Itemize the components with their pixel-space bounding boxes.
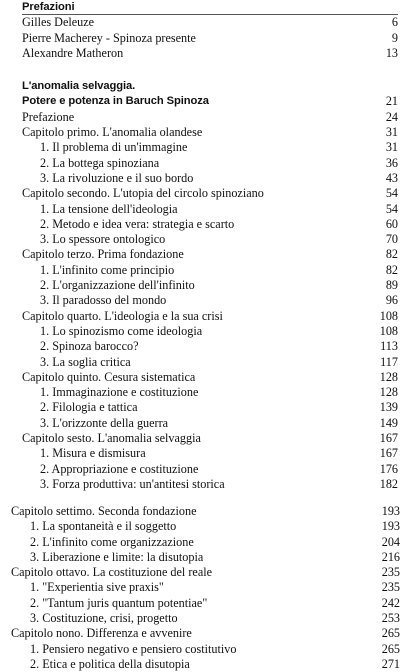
entry-title: 1. Immaginazione e costituzione xyxy=(40,385,199,400)
page-number: 82 xyxy=(385,262,398,277)
toc-entry xyxy=(0,110,398,125)
entry-title: 1. "Experientia sive praxis" xyxy=(30,580,164,595)
page-number: 54 xyxy=(385,201,398,216)
page-number: 108 xyxy=(379,323,398,338)
page-number: 176 xyxy=(379,461,398,476)
section-gap xyxy=(0,61,398,79)
toc-entry xyxy=(0,355,398,370)
toc-entry xyxy=(0,202,398,217)
toc-entry xyxy=(0,431,398,446)
page-number: 242 xyxy=(381,595,400,610)
toc-entry xyxy=(0,140,398,155)
toc-entry xyxy=(0,186,398,201)
page-number: 265 xyxy=(381,626,400,641)
toc-entry xyxy=(0,156,398,171)
page-number: 193 xyxy=(381,504,400,518)
entry-title: 2. La bottega spinoziana xyxy=(40,155,160,170)
entry-title: 1. L'infinito come principio xyxy=(40,262,175,277)
page-number: 167 xyxy=(379,431,398,446)
entry-title: Capitolo quarto. L'ideologia e la sua crisi xyxy=(22,308,223,323)
toc-entry xyxy=(0,293,398,308)
page-number: 235 xyxy=(381,565,400,580)
page-number: 6 xyxy=(391,15,398,30)
page-number: 54 xyxy=(385,186,398,201)
page-number: 193 xyxy=(381,519,400,534)
entry-title: 3. Lo spessore ontologico xyxy=(40,232,166,247)
entry-title: 3. La rivoluzione e il suo bordo xyxy=(40,170,194,185)
entry-title: 3. Il paradosso del mondo xyxy=(40,293,167,308)
page-number: 117 xyxy=(380,354,398,369)
page-number: 271 xyxy=(381,656,400,671)
entry-title: 3. Costituzione, crisi, progetto xyxy=(30,611,178,626)
entry-title: Capitolo quinto. Cesura sistematica xyxy=(22,369,196,384)
entry-title: 3. Liberazione e limite: la disutopia xyxy=(30,549,204,564)
entry-title: 1. La tensione dell'ideologia xyxy=(40,201,178,216)
entry-title: 2. L'organizzazione dell'infinito xyxy=(40,278,195,293)
toc-entry xyxy=(0,31,398,46)
toc-heading xyxy=(0,79,398,94)
page-number: 204 xyxy=(381,534,400,549)
heading-text: L'anomalia selvaggia. xyxy=(22,80,136,93)
toc-entry xyxy=(0,125,398,140)
page-number: 265 xyxy=(381,641,400,656)
entry-title: 2. Filologia e tattica xyxy=(40,400,138,415)
entry-title: 3. La soglia critica xyxy=(40,354,131,369)
heading-text: Prefazioni xyxy=(22,1,75,13)
page-number: 13 xyxy=(385,45,398,60)
entry-title: 2. Spinoza barocco? xyxy=(40,339,139,354)
entry-title: 3. L'orizzonte della guerra xyxy=(40,415,169,430)
toc-entry xyxy=(0,46,398,61)
entry-title: 1. Pensiero negativo e pensiero costitutivo xyxy=(30,641,237,656)
entry-title: 1. La spontaneità e il soggetto xyxy=(30,519,177,534)
entry-title: 2. Metodo e idea vera: strategia e scarto xyxy=(40,216,235,231)
entry-title: 2. Etica e politica della disutopia xyxy=(30,656,190,671)
toc-entry xyxy=(0,580,400,595)
toc-entry xyxy=(0,416,398,431)
toc-entry xyxy=(0,446,398,461)
page-number: 128 xyxy=(379,369,398,384)
page-number: 216 xyxy=(381,549,400,564)
toc-entry xyxy=(0,550,400,565)
toc-entry xyxy=(0,278,398,293)
page-number: 9 xyxy=(391,30,398,45)
toc-entry xyxy=(0,232,398,247)
toc-entry xyxy=(0,462,398,477)
page-number: 167 xyxy=(379,446,398,461)
toc-heading xyxy=(0,0,398,15)
page-number: 82 xyxy=(385,247,398,262)
toc-heading xyxy=(0,94,398,109)
entry-title: 2. "Tantum juris quantum potentiae" xyxy=(30,595,208,610)
toc-entry xyxy=(0,217,398,232)
heading-rule xyxy=(22,14,398,15)
page-number: 70 xyxy=(385,232,398,247)
entry-title: Capitolo sesto. L'anomalia selvaggia xyxy=(22,431,201,446)
page-number: 108 xyxy=(379,308,398,323)
toc-entry xyxy=(0,400,398,415)
toc-entry xyxy=(0,324,398,339)
page-number: 235 xyxy=(381,580,400,595)
toc-entry xyxy=(0,385,398,400)
page-number: 43 xyxy=(385,170,398,185)
toc-entry xyxy=(0,477,398,492)
toc-entry xyxy=(0,565,400,580)
page-number: 21 xyxy=(385,94,398,109)
toc-entry xyxy=(0,611,400,626)
page-number: 24 xyxy=(385,109,398,124)
page-number: 182 xyxy=(379,476,398,491)
page-number: 149 xyxy=(379,415,398,430)
toc-entry xyxy=(0,535,400,550)
page-number: 253 xyxy=(381,611,400,626)
page-number: 139 xyxy=(379,400,398,415)
page-number: 60 xyxy=(385,216,398,231)
toc-block-lower xyxy=(0,504,400,672)
page-number: 36 xyxy=(385,155,398,170)
toc-entry xyxy=(0,519,400,534)
toc-entry xyxy=(0,504,400,519)
entry-title: Capitolo terzo. Prima fondazione xyxy=(22,247,184,262)
toc-entry xyxy=(0,642,400,657)
entry-title: Alexandre Matheron xyxy=(22,45,124,60)
page-number: 31 xyxy=(385,125,398,140)
entry-title: Capitolo ottavo. La costituzione del reale xyxy=(11,565,213,580)
toc-entry xyxy=(0,171,398,186)
entry-title: Capitolo nono. Differenza e avvenire xyxy=(11,626,192,641)
page-number: 89 xyxy=(385,278,398,293)
entry-title: 3. Forza produttiva: un'antitesi storica xyxy=(40,476,225,491)
entry-title: Prefazione xyxy=(22,109,75,124)
heading-text: Potere e potenza in Baruch Spinoza xyxy=(22,95,209,108)
entry-title: Capitolo secondo. L'utopia del circolo spinoziano xyxy=(22,186,264,201)
page-number: 128 xyxy=(379,385,398,400)
toc-entry xyxy=(0,309,398,324)
entry-title: 2. L'infinito come organizzazione xyxy=(30,534,194,549)
toc-entry xyxy=(0,339,398,354)
entry-title: 1. Il problema di un'immagine xyxy=(40,140,188,155)
toc-entry xyxy=(0,263,398,278)
entry-title: Capitolo primo. L'anomalia olandese xyxy=(22,125,203,140)
entry-title: Pierre Macherey - Spinoza presente xyxy=(22,30,196,45)
toc-entry xyxy=(0,626,400,641)
entry-title: 1. Misura e dismisura xyxy=(40,446,146,461)
page-number: 31 xyxy=(385,140,398,155)
toc-entry xyxy=(0,596,400,611)
toc-entry xyxy=(0,15,398,30)
entry-title: 2. Appropriazione e costituzione xyxy=(40,461,199,476)
toc-entry xyxy=(0,247,398,262)
toc-entry xyxy=(0,657,400,672)
entry-title: 1. Lo spinozismo come ideologia xyxy=(40,323,203,338)
entry-title: Gilles Deleuze xyxy=(22,15,95,30)
toc-entry xyxy=(0,370,398,385)
page-number: 96 xyxy=(385,293,398,308)
page-number: 113 xyxy=(380,339,398,354)
entry-title: Capitolo settimo. Seconda fondazione xyxy=(11,504,197,518)
